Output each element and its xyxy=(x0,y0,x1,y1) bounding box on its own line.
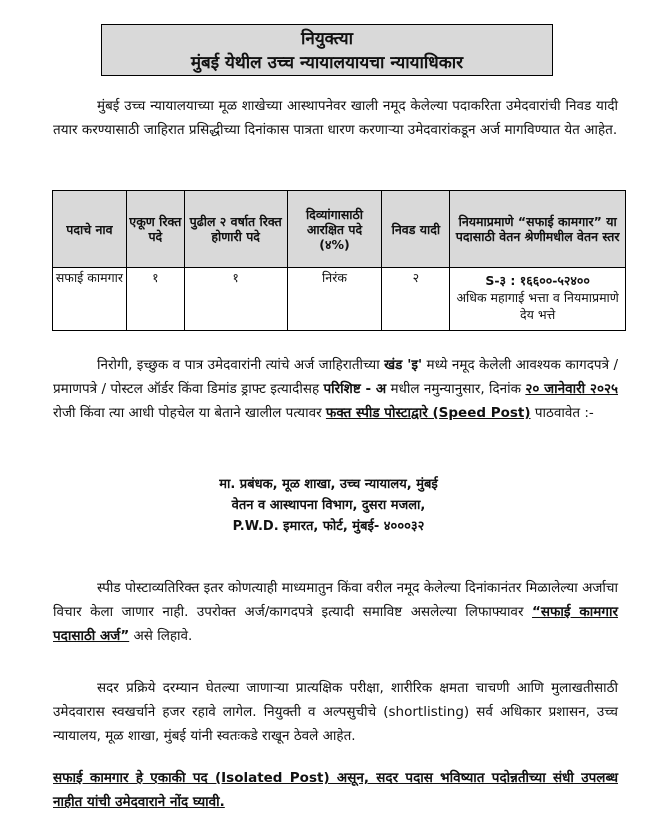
pay-scale: S-३ : १६६००-५२४०० xyxy=(485,273,590,288)
application-paragraph: निरोगी, इच्छुक व पात्र उमेदवारांनी त्यांचे अर्ज जाहिरातीच्या खंड 'इ' मध्ये नमूद केलेली आवश्यक कागदपत्रे / प्रमाणपत्रे / पोस्टल ऑर्डर किंवा डिमांड ड्राफ्ट इत्यादीसह परिशिष्ट - अ मधील नमुन्यानुसार, दिनांक २० जानेवारी २०२५ रोजी किंवा त्या आधी पोहचेल या बेताने खालील पत्यावर फक्त स्पीड पोस्टाद्वारे (Speed Post) पाठवावेत :- xyxy=(53,357,619,421)
header-selection-list: निवड यादी xyxy=(382,191,450,268)
address-line-3: P.W.D. इमारत, फोर्ट, मुंबई- ४०००३२ xyxy=(232,519,425,534)
cell-selection: २ xyxy=(382,268,450,331)
speed-post-note: फक्त स्पीड पोस्टाद्वारे (Speed Post) xyxy=(325,405,531,421)
header-pay-level: नियमाप्रमाणे “सफाई कामगार” या पदासाठी वेतन श्रेणीमधील वेतन स्तर xyxy=(450,191,626,268)
cell-post-name: सफाई कामगार xyxy=(53,268,127,331)
table-header-row xyxy=(53,191,626,268)
header-total-vacancies: एकूण रिक्त पदे xyxy=(126,191,184,268)
pay-note: अधिक महागाई भत्ता व नियमाप्रमाणे देय भत्ते xyxy=(456,290,619,322)
envelope-paragraph: स्पीड पोस्टाव्यतिरिक्त इतर कोणत्याही माध्यमातुन किंवा वरील नमूद केलेल्या दिनांकानंतर मिळालेल्या अर्जाचा विचार केला जाणार नाही. उपरोक्त अर्ज/कागदपत्रे इत्यादी समाविष्ट असलेल्या लिफाफ्यावर “सफाई कामगार पदासाठी अर्ज” असे लिहावे. xyxy=(53,580,618,644)
mailing-address xyxy=(0,474,657,537)
isolated-post-note: सफाई कामगार हे एकाकी पद (Isolated Post) असून, सदर पदास भविष्यात पदोन्नतीच्या संधी उपलब्ध नाहीत यांची उमेदवाराने नोंद घ्यावी. xyxy=(53,770,618,810)
title-line-1: नियुक्त्या xyxy=(300,29,353,49)
address-line-1: मा. प्रबंधक, मूळ शाखा, उच्च न्यायालय, मुंबई xyxy=(219,477,438,492)
process-paragraph: सदर प्रक्रिये दरम्यान घेतल्या जाणाऱ्या प्रात्यक्षिक परीक्षा, शारीरिक क्षमता चाचणी आणि मुलाखतीसाठी उमेदवारास स्वखर्चाने हजर रहावे लागेल. नियुक्ती व अल्पसुचीचे (shortlisting) सर्व अधिकार प्रशासन, उच्च न्यायालय, मूळ शाखा, मुंबई यांनी स्वतःकडे राखून ठेवले आहेत. xyxy=(53,680,618,744)
header-next-2-years: पुढील २ वर्षात रिक्त होणारी पदे xyxy=(184,191,287,268)
cell-next-2-years: १ xyxy=(184,268,287,331)
address-line-2: वेतन व आस्थापना विभाग, दुसरा मजला, xyxy=(231,498,426,513)
last-date: २० जानेवारी २०२५ xyxy=(525,381,619,397)
vacancy-table xyxy=(52,190,626,331)
section-ref: खंड 'इ' xyxy=(384,357,423,373)
cell-pay-level xyxy=(450,268,626,331)
intro-text: मुंबई उच्च न्यायालयाच्या मूळ शाखेच्या आस्थापनेवर खाली नमूद केलेल्या पदाकरिता उमेदवारांची निवड यादी तयार करण्यासाठी जाहिरात प्रसिद्धीच्या दिनांकास पात्रता धारण करणाऱ्या उमेदवारांकडून अर्ज मागविण्यात येत आहेत. xyxy=(53,98,618,138)
envelope-label: “सफाई कामगार पदासाठी अर्ज” xyxy=(53,604,618,644)
title-line-2: मुंबई येथील उच्च न्यायालयायचा न्यायाधिकार xyxy=(190,53,464,73)
cell-disabled: निरंक xyxy=(287,268,382,331)
intro-paragraph xyxy=(53,94,618,142)
page-title xyxy=(101,24,553,76)
annexure-ref: परिशिष्ट - अ xyxy=(323,381,387,397)
header-post-name: पदाचे नाव xyxy=(53,191,127,268)
cell-total: १ xyxy=(126,268,184,331)
table-row xyxy=(53,268,626,331)
header-disabled-reserved: दिव्यांगासाठी आरक्षित पदे (४%) xyxy=(287,191,382,268)
